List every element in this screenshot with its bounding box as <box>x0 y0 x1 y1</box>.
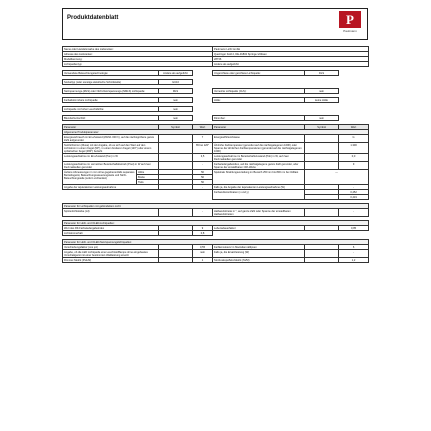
param-row <box>63 250 369 258</box>
spec-table <box>62 46 369 263</box>
column-header: Parameter <box>63 125 159 130</box>
param-value: - <box>339 209 369 217</box>
param-label: Wert des R9-Farbwiedergabeindex <box>63 226 159 231</box>
spec-label: Hülle: <box>213 98 305 103</box>
param-value: 0,8 <box>193 231 213 236</box>
param-label: Verschiebungsfaktor (cos φ1) <box>63 245 159 250</box>
column-header: Wert <box>193 125 213 130</box>
param-label: Lichtstromerhalt <box>63 231 159 236</box>
param-label: Farbwiedergabeindex, auf die nächstgelegene ganze Zahl gerundet, oder Spanne der einstellbaren CRI-Werte <box>213 162 305 170</box>
param-label: Falls ja, die Angabe der äquivalenten Leistungsaufnahme (W) <box>213 185 305 190</box>
spec-label: Farbabstimmbare Lichtquelle: <box>63 98 159 103</box>
dimension-value: 50 <box>193 175 213 180</box>
spec-value: Andere als aufgeführt <box>159 71 193 76</box>
info-value: Andere als aufgeführt <box>213 62 369 67</box>
datasheet-page <box>62 8 368 424</box>
spec-value: nein <box>159 98 193 103</box>
param-value: - <box>339 185 369 190</box>
spec-value: nein <box>305 89 339 94</box>
dimension-key: Höhe <box>137 170 159 175</box>
param-label: Stroboskopeffekt-Metrik (SVM) <box>213 258 305 263</box>
column-header: Symbol <box>159 125 193 130</box>
page-title: Produktdatenblatt <box>67 15 119 21</box>
info-label: Lichtquellentyp: <box>63 62 213 67</box>
info-value: Paulmann Licht GmbH <box>213 47 369 52</box>
param-row <box>63 209 369 217</box>
param-label: Lebensdauerfaktor <box>213 226 305 231</box>
param-label: Leistungsaufnahme im Ein-Zustand (Pon) in W <box>63 154 159 162</box>
param-label: Angabe, ob die LED Lichtquelle eine Leuchtstofflampe ohne eingebautes Vorschaltgerät mit einer bestimmten Wattleistung ersetzt <box>63 250 159 258</box>
info-label: Name oder Handelsmarke des Lieferanten: <box>63 47 213 52</box>
dimension-value: 50 <box>193 180 213 185</box>
param-value: nein <box>193 250 213 258</box>
param-value: 0,55 <box>193 245 213 250</box>
param-label: Energieeffizienzklasse <box>213 135 305 143</box>
param-value: - <box>193 185 213 190</box>
column-header: Wert <box>339 125 369 130</box>
param-value: 1,2 <box>339 258 369 263</box>
param-value: 9 <box>193 226 213 231</box>
datasheet-header <box>62 8 368 40</box>
spec-value: nein <box>305 116 339 121</box>
param-value: - <box>193 209 213 217</box>
spec-value: MLS <box>159 89 193 94</box>
spec-value: GU10 <box>159 80 193 85</box>
brand-logo-wordmark: Paulmann <box>343 29 357 33</box>
spectral-label: Spektrale Strahlungsverteilung im Bereich 250 nm bis 800 nm bei Volllast <box>213 170 305 185</box>
param-value: 65 bei 120° <box>193 143 213 154</box>
dimension-value: 50 <box>193 170 213 175</box>
dimension-key: Tiefe <box>137 180 159 185</box>
section-heading: Parameter für Lichtquellen mit gebündeltem Licht: <box>63 204 369 209</box>
param-label: Nutzlichtstrom (Φuse) mit der Angabe, ob es sich auf den Wert auf den Lichtstrom in einem Kegel (90°), in einem breiteren Kegel (120°) oder einem sphärischen Kegel (360°) bezieht <box>63 143 159 154</box>
spec-value: keine Hülle <box>305 98 339 103</box>
param-row <box>63 143 369 154</box>
param-label: Leistungsaufnahme im vernetzten Bereitschaftsbetrieb (Pnet) in W auf zwei Dezimalstellen gerundet <box>63 162 159 170</box>
spec-value: nein <box>159 116 193 121</box>
param-value: 9 <box>339 162 369 170</box>
param-value: - <box>339 250 369 258</box>
param-label: Angabe der äquivalenten Leistungsaufnahme <box>63 185 159 190</box>
dimension-label: Äußere Abmessungen in mm ohne gegebenenfalls separates Betriebsgerät, Beleuchtungssteuerungsteile und Nicht-Beleuchtungsteile (sofern vorhanden) <box>63 170 137 185</box>
section-heading: Parameter für LED- und OLED-Lichtquellen: <box>63 221 369 226</box>
param-value: 0,452 <box>339 190 369 195</box>
spec-label: Blendschutzschild: <box>63 116 159 121</box>
param-value: 0,419 <box>339 195 369 200</box>
param-value: 3,5 <box>193 154 213 162</box>
param-row <box>63 258 369 263</box>
param-value: 0,0 <box>339 154 369 162</box>
param-label: Ähnliche Farbtemperatur (gerundet auf die nächstgelegenen 100K) oder Spanne der ähnlichen Farbtemperaturen (gerundet auf die nächstgelegenen 100K) <box>213 143 305 154</box>
param-value: 7 <box>193 135 213 143</box>
section-heading: Parameter für LED- und OLED-Netzspannungslichtquellen: <box>63 240 369 245</box>
column-header: Symbol <box>305 125 339 130</box>
param-value: 6 <box>339 245 369 250</box>
brand-logo-mark: P <box>339 11 361 28</box>
info-label: Modellkennung: <box>63 57 213 62</box>
spec-label: Netzspannungs-(MLS) oder Nicht-Netzspannungs-(NMLS) Lichtquelle: <box>63 89 159 94</box>
spec-label: Lichtquelle mit hoher Leuchtdichte: <box>63 107 159 112</box>
param-value: 1 <box>193 258 213 263</box>
param-label: Flimmer-Metrik (PstLM) <box>63 258 159 263</box>
column-header: Parameter <box>213 125 305 130</box>
param-label: Halbwertsbreite in °, auf ganze Zahl oder Spanne der einstellbaren Halbwertsbreiten <box>213 209 305 217</box>
dimension-key: Breite <box>137 175 159 180</box>
info-label: Adresse des Lieferanten: <box>63 52 213 57</box>
dimension-row <box>63 170 369 175</box>
param-label: Farbwertkoordinaten (x und y) <box>213 190 305 200</box>
spec-label: Ungerichtete oder gerichtete Lichtquelle: <box>213 71 305 76</box>
spec-label: Vernetzte Lichtquelle (CLS): <box>213 89 305 94</box>
param-label: Energieverbrauch im Ein-Zustand (kWh/1 000 h), auf die nächstgrößere ganze Zahl aufgerundet <box>63 135 159 143</box>
info-value: Quezinger Feld 2, DE-31832 Springe-Völksen <box>213 52 369 57</box>
param-row <box>63 135 369 143</box>
spec-label: Sockeltyp (oder sonstige elektrische Schnittstelle) <box>63 80 159 85</box>
info-value: 28736 <box>213 57 369 62</box>
param-value: - <box>193 162 213 170</box>
param-row <box>63 154 369 162</box>
param-label: Farbkonsistenz in MacAdam-Ellipsen <box>213 245 305 250</box>
spectral-value: — <box>305 170 369 185</box>
brand-logo <box>337 11 363 35</box>
spec-value: DLS <box>305 71 339 76</box>
param-value: 0,85 <box>339 226 369 231</box>
param-row <box>63 162 369 170</box>
param-value: 1.300 <box>339 143 369 154</box>
param-label: Falls ja, die Ersatzleistung (W) <box>213 250 305 258</box>
spec-label: Verwendete Beleuchtungstechnologie: <box>63 71 159 76</box>
param-value: G <box>339 135 369 143</box>
param-label: Spitzenlichtstärke (cd) <box>63 209 159 217</box>
section-heading: Allgemeine Produktparameter: <box>63 130 369 135</box>
spec-value: nein <box>159 107 193 112</box>
param-label: Leistungsaufnahme im Bereitschaftszustand (Psb) in W, auf zwei Dezimalstellen gerundet <box>213 154 305 162</box>
spec-label: Dimmbar: <box>213 116 305 121</box>
